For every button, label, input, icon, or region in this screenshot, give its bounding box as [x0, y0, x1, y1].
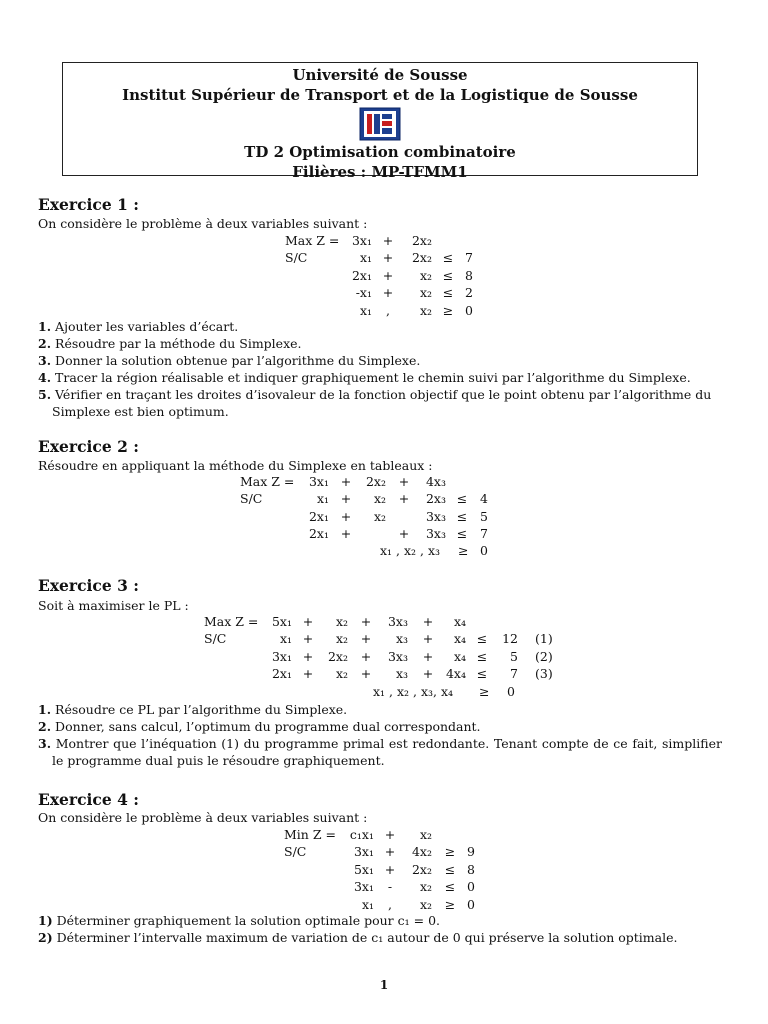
- program-cell: +: [340, 508, 352, 524]
- exercise-4-title: Exercice 4 :: [38, 790, 140, 809]
- program-cell: 2x₂: [411, 861, 432, 877]
- exercise-3-nonneg-value: 0: [507, 684, 515, 699]
- program-cell: ≤: [442, 285, 454, 301]
- program-cell: 3x₃: [387, 648, 408, 664]
- question-item: 2. Donner, sans calcul, l’optimum du programme dual correspondant.: [38, 719, 481, 734]
- question-item: 1) Déterminer graphiquement la solution optimale pour c₁ = 0.: [38, 913, 440, 928]
- program-cell: x₂: [419, 267, 432, 283]
- program-cell: x₂: [419, 827, 432, 842]
- institute-logo-icon: [359, 107, 401, 141]
- program-cell: +: [384, 844, 396, 860]
- program-cell: +: [398, 474, 410, 489]
- program-cell: x₂: [419, 285, 432, 301]
- program-cell: S/C: [285, 250, 308, 266]
- program-cell: 3x₃: [425, 508, 446, 524]
- program-cell: ≤: [442, 250, 454, 266]
- program-cell: x₂: [335, 666, 348, 682]
- program-cell: x₂: [373, 508, 386, 524]
- program-cell: ≤: [456, 526, 468, 542]
- program-cell: Max Z =: [240, 474, 295, 489]
- program-cell: 2x₁: [308, 526, 329, 542]
- program-cell: +: [340, 491, 352, 507]
- exercise-4-questions: [38, 912, 722, 946]
- program-cell: 2x₁: [351, 267, 372, 283]
- program-cell: ≥: [444, 896, 456, 912]
- question-item: 4. Tracer la région réalisable et indiquer graphiquement le chemin suivi par l’algorithme du Simplexe.: [38, 370, 691, 385]
- program-cell: 0: [467, 879, 475, 895]
- program-cell: -x₁: [355, 285, 372, 301]
- program-cell: 5x₁: [271, 614, 292, 629]
- program-cell: 5: [480, 508, 488, 524]
- exercise-2-title: Exercice 2 :: [38, 437, 140, 456]
- question-item: 3. Montrer que l’inéquation (1) du programme primal est redondante. Tenant compte de ce fait, simplifier le programme dual puis le résoudre graphiquement.: [38, 736, 722, 768]
- program-cell: (2): [535, 648, 553, 664]
- program-cell: x₁: [279, 631, 292, 647]
- program-cell: +: [382, 267, 394, 283]
- program-cell: Max Z =: [204, 614, 259, 629]
- program-cell: 7: [510, 666, 518, 682]
- program-cell: +: [382, 250, 394, 266]
- program-cell: x₂: [373, 491, 386, 507]
- question-item: 1. Ajouter les variables d’écart.: [38, 319, 239, 334]
- program-cell: 3x₁: [271, 648, 292, 664]
- program-cell: 5x₁: [353, 861, 374, 877]
- program-cell: ≥: [442, 302, 454, 318]
- program-cell: ≥: [444, 844, 456, 860]
- program-cell: 2x₃: [425, 491, 446, 507]
- program-cell: +: [360, 648, 372, 664]
- program-cell: +: [422, 614, 434, 629]
- header-box: [62, 62, 698, 181]
- program-cell: +: [422, 648, 434, 664]
- program-cell: +: [382, 233, 394, 248]
- program-cell: +: [302, 648, 314, 664]
- program-cell: +: [360, 614, 372, 629]
- program-cell: 12: [502, 631, 518, 647]
- program-cell: 3x₁: [353, 879, 374, 895]
- program-cell: x₃: [395, 631, 408, 647]
- program-cell: 3x₁: [308, 474, 329, 489]
- program-cell: x₂: [419, 896, 432, 912]
- exercise-3-intro: Soit à maximiser le PL :: [38, 598, 189, 613]
- program-cell: 4x₂: [411, 844, 432, 860]
- program-cell: x₂: [335, 631, 348, 647]
- program-cell: x₂: [419, 879, 432, 895]
- exercise-2-intro: Résoudre en appliquant la méthode du Simplexe en tableaux :: [38, 458, 433, 473]
- program-cell: x₂: [335, 614, 348, 629]
- exercise-3-nonneg-sign: ≥: [479, 684, 490, 699]
- program-cell: +: [384, 827, 396, 842]
- program-cell: +: [302, 666, 314, 682]
- exercise-1-title: Exercice 1 :: [38, 195, 140, 214]
- program-cell: ≤: [476, 666, 488, 682]
- program-cell: -: [387, 879, 393, 895]
- program-cell: +: [384, 861, 396, 877]
- program-cell: 8: [465, 267, 473, 283]
- program-cell: x₄: [453, 614, 466, 629]
- td-title: TD 2 Optimisation combinatoire: [244, 143, 516, 161]
- program-cell: 9: [467, 844, 475, 860]
- program-cell: 2x₂: [411, 250, 432, 266]
- program-cell: x₁: [359, 302, 372, 318]
- program-cell: x₁: [361, 896, 374, 912]
- program-cell: 3x₃: [425, 526, 446, 542]
- program-cell: ≤: [444, 861, 456, 877]
- exercise-2-nonneg-value: 0: [480, 543, 488, 558]
- question-item: 3. Donner la solution obtenue par l’algorithme du Simplexe.: [38, 353, 421, 368]
- program-cell: Min Z =: [284, 827, 336, 842]
- program-cell: +: [382, 285, 394, 301]
- program-cell: 3x₁: [351, 233, 372, 248]
- page-number: 1: [379, 978, 389, 992]
- university-name: Université de Sousse: [292, 66, 468, 84]
- program-cell: ≤: [456, 508, 468, 524]
- program-cell: (3): [535, 666, 553, 682]
- program-cell: 2x₂: [365, 474, 386, 489]
- program-cell: 4x₃: [425, 474, 446, 489]
- program-cell: S/C: [240, 491, 263, 507]
- program-cell: x₄: [453, 631, 466, 647]
- program-cell: 3x₃: [387, 614, 408, 629]
- program-cell: S/C: [284, 844, 307, 860]
- exercise-1-intro: On considère le problème à deux variables suivant :: [38, 216, 368, 231]
- program-cell: ,: [388, 896, 392, 912]
- program-cell: ≤: [476, 631, 488, 647]
- program-cell: 4x₄: [445, 666, 466, 682]
- program-cell: ≤: [476, 648, 488, 664]
- exercise-4-intro: On considère le problème à deux variables suivant :: [38, 810, 368, 825]
- program-cell: +: [360, 631, 372, 647]
- program-cell: 7: [480, 526, 488, 542]
- program-cell: x₂: [419, 302, 432, 318]
- filieres: Filières : MP-TFMM1: [292, 163, 468, 181]
- program-cell: +: [302, 614, 314, 629]
- exercise-3-nonneg: x₁ , x₂ , x₃, x₄: [373, 684, 454, 699]
- program-cell: 4: [480, 491, 488, 507]
- exercise-3-questions: [38, 701, 722, 769]
- program-cell: ≤: [456, 491, 468, 507]
- program-cell: x₄: [453, 648, 466, 664]
- program-cell: +: [340, 526, 352, 542]
- program-cell: 2: [465, 285, 473, 301]
- program-cell: 7: [465, 250, 473, 266]
- program-cell: 0: [465, 302, 473, 318]
- program-cell: +: [340, 474, 352, 489]
- program-cell: x₃: [395, 666, 408, 682]
- program-cell: c₁x₁: [349, 827, 374, 842]
- program-cell: Max Z =: [285, 233, 340, 248]
- program-cell: +: [360, 666, 372, 682]
- question-item: 2. Résoudre par la méthode du Simplexe.: [38, 336, 302, 351]
- exercise-2-nonneg-sign: ≥: [458, 543, 469, 558]
- program-cell: +: [398, 491, 410, 507]
- program-cell: (1): [535, 631, 553, 647]
- program-cell: ≤: [442, 267, 454, 283]
- program-cell: x₁: [359, 250, 372, 266]
- program-cell: 0: [467, 896, 475, 912]
- institute-name: Institut Supérieur de Transport et de la Logistique de Sousse: [122, 86, 638, 104]
- program-cell: 8: [467, 861, 475, 877]
- program-cell: ≤: [444, 879, 456, 895]
- program-cell: x₁: [316, 491, 329, 507]
- program-cell: 2x₂: [327, 648, 348, 664]
- program-cell: 2x₁: [308, 508, 329, 524]
- program-cell: 2x₂: [411, 233, 432, 248]
- program-cell: 3x₁: [353, 844, 374, 860]
- program-cell: ,: [386, 302, 390, 318]
- program-cell: +: [422, 631, 434, 647]
- exercise-3-title: Exercice 3 :: [38, 576, 140, 595]
- program-cell: 5: [510, 648, 518, 664]
- question-item: 5. Vérifier en traçant les droites d’isovaleur de la fonction objectif que le point obtenu par l’algorithme du Simplexe est bien optimum.: [38, 387, 712, 419]
- program-cell: 2x₁: [271, 666, 292, 682]
- exercise-1-questions: [38, 318, 722, 420]
- program-cell: +: [422, 666, 434, 682]
- program-cell: S/C: [204, 631, 227, 647]
- program-cell: +: [398, 526, 410, 542]
- program-cell: +: [302, 631, 314, 647]
- question-item: 1. Résoudre ce PL par l’algorithme du Simplexe.: [38, 702, 348, 717]
- exercise-2-nonneg: x₁ , x₂ , x₃: [380, 543, 441, 558]
- question-item: 2) Déterminer l’intervalle maximum de variation de c₁ autour de 0 qui préserve la solution optimale.: [38, 930, 678, 945]
